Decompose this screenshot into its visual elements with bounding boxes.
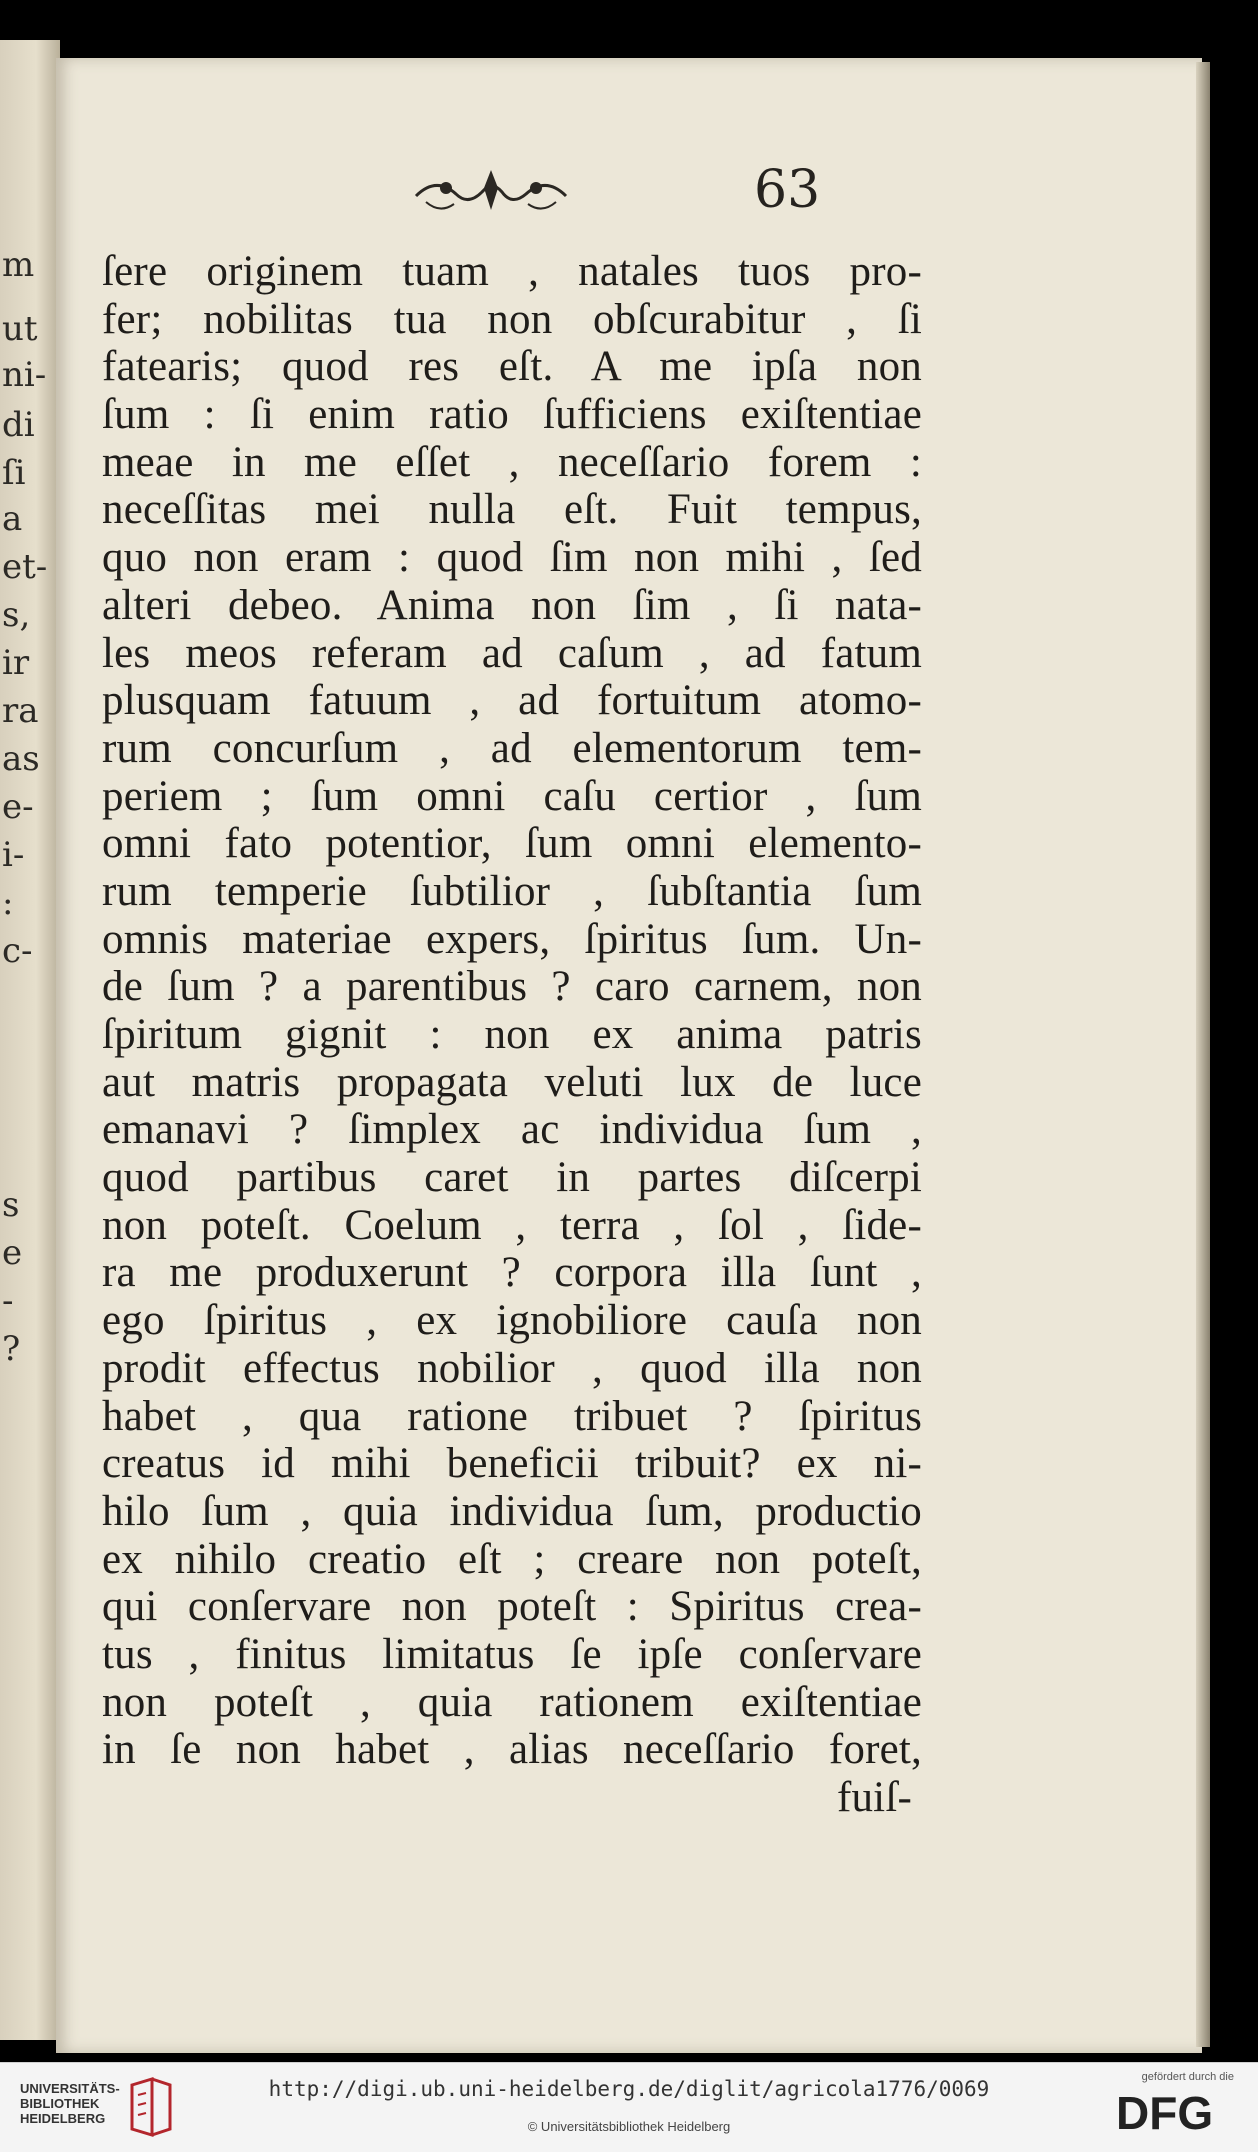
text-line: de ſum ? a parentibus ? caro carnem, non	[102, 963, 922, 1011]
text-line: ra me produxerunt ? corpora illa ſunt ,	[102, 1249, 922, 1297]
left-fragment: e-	[2, 787, 34, 827]
library-name-line: BIBLIOTHEK	[20, 2096, 100, 2111]
text-line: creatus id mihi beneficii tribuit? ex ni-	[102, 1440, 922, 1488]
library-name-line: UNIVERSITÄTS-	[20, 2081, 120, 2096]
text-line: ego ſpiritus , ex ignobiliore cauſa non	[102, 1297, 922, 1345]
text-line: in ſe non habet , alias neceſſario foret,	[102, 1726, 922, 1774]
catchword: fuiſ-	[836, 1774, 912, 1821]
previous-page-edge	[0, 40, 60, 2040]
text-line: habet , qua ratione tribuet ? ſpiritus	[102, 1392, 922, 1440]
left-fragment: s,	[2, 595, 31, 635]
text-line: tus , finitus limitatus ſe ipſe conſervare	[102, 1630, 922, 1678]
left-fragment: -	[2, 1281, 14, 1321]
text-line: non poteſt , quia rationem exiſtentiae	[102, 1678, 922, 1726]
text-line: periem ; ſum omni caſu certior , ſum	[102, 772, 922, 820]
left-fragment: ir	[2, 643, 30, 683]
left-fragment: s	[2, 1185, 20, 1225]
funder-label: gefördert durch die	[1141, 2071, 1234, 2083]
left-fragment: et-	[2, 547, 48, 587]
text-line: omni fato potentior, ſum omni elemento-	[102, 820, 922, 868]
page-fore-edge	[1196, 62, 1210, 2047]
library-name-line: HEIDELBERG	[20, 2111, 106, 2126]
text-line: fer; nobilitas tua non obſcurabitur , ſi	[102, 295, 922, 343]
left-fragment: ut	[2, 309, 38, 349]
text-line: ex nihilo creatio eſt ; creare non poteſt,	[102, 1535, 922, 1583]
text-line: ſum : ſi enim ratio ſufficiens exiſtentiae	[102, 391, 922, 439]
page-number: 63	[754, 160, 821, 220]
text-line: les meos referam ad caſum , ad fatum	[102, 629, 922, 677]
left-fragment: ſi	[2, 453, 26, 493]
text-line: neceſſitas mei nulla eſt. Fuit tempus,	[102, 486, 922, 534]
text-line: prodit effectus nobilior , quod illa non	[102, 1344, 922, 1392]
left-fragment: :	[2, 883, 14, 923]
viewer-footer	[0, 2062, 1258, 2152]
left-fragment: i-	[2, 835, 25, 875]
text-line: non poteſt. Coelum , terra , ſol , ſide-	[102, 1201, 922, 1249]
left-fragment: ni-	[2, 355, 47, 395]
text-line: plusquam fatuum , ad fortuitum atomo-	[102, 677, 922, 725]
text-line: qui conſervare non poteſt : Spiritus crea-	[102, 1583, 922, 1631]
text-line: quod partibus caret in partes diſcerpi	[102, 1154, 922, 1202]
page-text	[102, 248, 922, 1822]
copyright-notice: © Universitätsbibliothek Heidelberg	[527, 2119, 731, 2134]
text-line: omnis materiae expers, ſpiritus ſum. Un-	[102, 915, 922, 963]
left-fragment: as	[2, 739, 40, 779]
text-line: fatearis; quod res eſt. A me ipſa non	[102, 343, 922, 391]
left-fragment: ?	[2, 1329, 21, 1369]
page-url-link[interactable]: http://digi.ub.uni-heidelberg.de/diglit/agricola1776/0069	[268, 2077, 990, 2101]
left-fragment: di	[2, 405, 35, 445]
text-line: ſere originem tuam , natales tuos pro-	[102, 248, 922, 295]
left-fragment: m	[2, 245, 35, 285]
printers-ornament-icon	[406, 158, 576, 228]
text-line: meae in me eſſet , neceſſario forem :	[102, 438, 922, 486]
left-fragment: e	[2, 1233, 23, 1273]
text-line: quo non eram : quod ſim non mihi , ſed	[102, 534, 922, 582]
text-line: aut matris propagata veluti lux de luce	[102, 1058, 922, 1106]
left-fragment: c-	[2, 931, 33, 971]
text-line: rum temperie ſubtilior , ſubſtantia ſum	[102, 867, 922, 915]
dfg-logo-text: DFG	[1116, 2087, 1214, 2137]
dfg-logo-icon	[1116, 2087, 1234, 2137]
left-fragment: ra	[2, 691, 39, 731]
left-fragment: a	[2, 499, 23, 539]
text-line: ſpiritum gignit : non ex anima patris	[102, 1011, 922, 1058]
text-line: rum concurſum , ad elementorum tem-	[102, 724, 922, 772]
text-line: hilo ſum , quia individua ſum, productio	[102, 1487, 922, 1535]
text-line: alteri debeo. Anima non ſim , ſi nata-	[102, 581, 922, 629]
text-line: emanavi ? ſimplex ac individua ſum ,	[102, 1106, 922, 1154]
book-page	[56, 58, 1202, 2053]
